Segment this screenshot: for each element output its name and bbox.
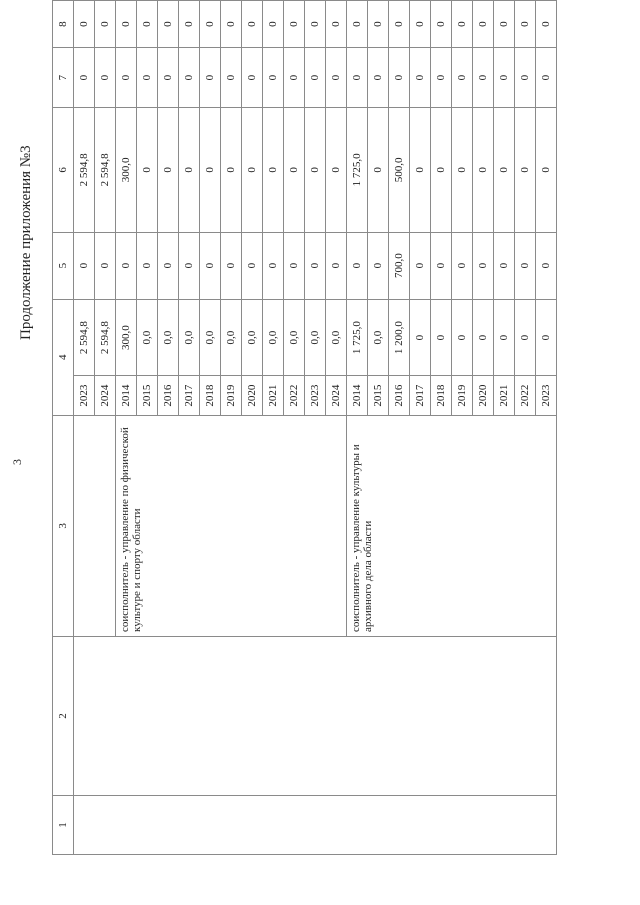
year-cell: 2020 [242, 376, 263, 415]
col8-cell: 0 [263, 1, 284, 48]
header-cell: 3 [53, 415, 74, 636]
col5-cell: 0 [368, 232, 389, 299]
year-cell: 2019 [452, 376, 473, 415]
col8-cell: 0 [368, 1, 389, 48]
col6-cell: 1 725,0 [347, 108, 368, 233]
col7-cell: 0 [116, 48, 137, 108]
col6-cell: 0 [326, 108, 347, 233]
col8-cell: 0 [410, 1, 431, 48]
col8-cell: 0 [158, 1, 179, 48]
year-cell: 2017 [179, 376, 200, 415]
col5-cell: 0 [473, 232, 494, 299]
total-cell: 0,0 [221, 299, 242, 376]
col5-cell: 0 [326, 232, 347, 299]
col6-cell: 0 [263, 108, 284, 233]
total-cell: 2 594,8 [74, 299, 95, 376]
col7-cell: 0 [242, 48, 263, 108]
total-cell: 0,0 [200, 299, 221, 376]
total-cell: 0 [536, 299, 557, 376]
col7-cell: 0 [263, 48, 284, 108]
total-cell: 0 [452, 299, 473, 376]
year-cell: 2022 [515, 376, 536, 415]
col7-cell: 0 [95, 48, 116, 108]
col7-cell: 0 [389, 48, 410, 108]
total-cell: 1 200,0 [389, 299, 410, 376]
executor-cell: соисполнитель - управление по физической культуре и спорту области [116, 415, 347, 636]
col6-cell: 0 [515, 108, 536, 233]
col8-cell: 0 [242, 1, 263, 48]
col6-cell: 0 [158, 108, 179, 233]
col5-cell: 0 [305, 232, 326, 299]
col5-cell: 0 [95, 232, 116, 299]
col8-cell: 0 [431, 1, 452, 48]
header-row [53, 1, 74, 855]
col6-cell: 0 [368, 108, 389, 233]
col7-cell: 0 [368, 48, 389, 108]
col7-cell: 0 [431, 48, 452, 108]
col6-cell: 0 [221, 108, 242, 233]
total-cell: 0 [494, 299, 515, 376]
col5-cell: 0 [74, 232, 95, 299]
col5-cell: 0 [221, 232, 242, 299]
col5-cell: 0 [263, 232, 284, 299]
col8-cell: 0 [389, 1, 410, 48]
col7-cell: 0 [179, 48, 200, 108]
col7-cell: 0 [137, 48, 158, 108]
header-cell: 8 [53, 1, 74, 48]
year-cell: 2021 [263, 376, 284, 415]
col8-cell: 0 [515, 1, 536, 48]
page-caption: Продолжение приложения №3 [18, 145, 34, 340]
col6-cell: 0 [242, 108, 263, 233]
year-cell: 2022 [284, 376, 305, 415]
col5-cell: 0 [242, 232, 263, 299]
col7-cell: 0 [515, 48, 536, 108]
total-cell: 0,0 [305, 299, 326, 376]
total-cell: 300,0 [116, 299, 137, 376]
col6-cell: 0 [410, 108, 431, 233]
col2-cell [74, 636, 557, 795]
year-cell: 2016 [389, 376, 410, 415]
table-row [74, 1, 95, 855]
col7-cell: 0 [347, 48, 368, 108]
col8-cell: 0 [221, 1, 242, 48]
col7-cell: 0 [452, 48, 473, 108]
col5-cell: 0 [410, 232, 431, 299]
header-cell: 4 [53, 299, 74, 415]
col5-cell: 0 [452, 232, 473, 299]
col6-cell: 0 [536, 108, 557, 233]
year-cell: 2020 [473, 376, 494, 415]
total-cell: 0,0 [263, 299, 284, 376]
total-cell: 0 [410, 299, 431, 376]
header-cell: 2 [53, 636, 74, 795]
col5-cell: 0 [536, 232, 557, 299]
year-cell: 2023 [305, 376, 326, 415]
col6-cell: 0 [137, 108, 158, 233]
col8-cell: 0 [536, 1, 557, 48]
total-cell: 0,0 [179, 299, 200, 376]
col7-cell: 0 [200, 48, 221, 108]
col8-cell: 0 [284, 1, 305, 48]
col1-cell [74, 796, 557, 855]
total-cell: 0,0 [158, 299, 179, 376]
year-cell: 2018 [431, 376, 452, 415]
header-cell: 5 [53, 232, 74, 299]
col6-cell: 0 [431, 108, 452, 233]
col8-cell: 0 [473, 1, 494, 48]
col5-cell: 0 [284, 232, 305, 299]
header-cell: 1 [53, 796, 74, 855]
total-cell: 0 [431, 299, 452, 376]
col6-cell: 500,0 [389, 108, 410, 233]
col8-cell: 0 [137, 1, 158, 48]
col6-cell: 0 [452, 108, 473, 233]
year-cell: 2014 [116, 376, 137, 415]
col6-cell: 300,0 [116, 108, 137, 233]
col8-cell: 0 [494, 1, 515, 48]
col6-cell: 0 [284, 108, 305, 233]
col8-cell: 0 [74, 1, 95, 48]
total-cell: 0,0 [326, 299, 347, 376]
col5-cell: 0 [494, 232, 515, 299]
col6-cell: 0 [494, 108, 515, 233]
total-cell: 0,0 [137, 299, 158, 376]
year-cell: 2017 [410, 376, 431, 415]
col5-cell: 0 [137, 232, 158, 299]
table-body [53, 1, 557, 855]
year-cell: 2016 [158, 376, 179, 415]
total-cell: 0 [473, 299, 494, 376]
col8-cell: 0 [116, 1, 137, 48]
col6-cell: 0 [200, 108, 221, 233]
header-cell: 6 [53, 108, 74, 233]
total-cell: 0 [515, 299, 536, 376]
col6-cell: 0 [305, 108, 326, 233]
col7-cell: 0 [221, 48, 242, 108]
col5-cell: 0 [116, 232, 137, 299]
col6-cell: 2 594,8 [74, 108, 95, 233]
year-cell: 2015 [137, 376, 158, 415]
col6-cell: 0 [179, 108, 200, 233]
col5-cell: 700,0 [389, 232, 410, 299]
col7-cell: 0 [305, 48, 326, 108]
header-cell: 7 [53, 48, 74, 108]
year-cell: 2021 [494, 376, 515, 415]
col7-cell: 0 [410, 48, 431, 108]
col5-cell: 0 [515, 232, 536, 299]
col7-cell: 0 [473, 48, 494, 108]
year-cell: 2023 [74, 376, 95, 415]
year-cell: 2024 [95, 376, 116, 415]
col7-cell: 0 [284, 48, 305, 108]
col8-cell: 0 [452, 1, 473, 48]
executor-cell [74, 415, 116, 636]
executor-cell: соисполнитель - управление культуры и архивного дела области [347, 415, 557, 636]
total-cell: 0,0 [368, 299, 389, 376]
col5-cell: 0 [200, 232, 221, 299]
col8-cell: 0 [347, 1, 368, 48]
col5-cell: 0 [431, 232, 452, 299]
col7-cell: 0 [74, 48, 95, 108]
year-cell: 2014 [347, 376, 368, 415]
col8-cell: 0 [179, 1, 200, 48]
col8-cell: 0 [95, 1, 116, 48]
year-cell: 2024 [326, 376, 347, 415]
col6-cell: 2 594,8 [95, 108, 116, 233]
col8-cell: 0 [200, 1, 221, 48]
col5-cell: 0 [347, 232, 368, 299]
year-cell: 2019 [221, 376, 242, 415]
total-cell: 0,0 [242, 299, 263, 376]
col8-cell: 0 [326, 1, 347, 48]
total-cell: 2 594,8 [95, 299, 116, 376]
year-cell: 2015 [368, 376, 389, 415]
total-cell: 1 725,0 [347, 299, 368, 376]
page-number: 3 [10, 459, 24, 465]
col6-cell: 0 [473, 108, 494, 233]
col5-cell: 0 [158, 232, 179, 299]
year-cell: 2023 [536, 376, 557, 415]
col7-cell: 0 [494, 48, 515, 108]
col7-cell: 0 [326, 48, 347, 108]
budget-table [52, 0, 557, 855]
col7-cell: 0 [158, 48, 179, 108]
col7-cell: 0 [536, 48, 557, 108]
year-cell: 2018 [200, 376, 221, 415]
col8-cell: 0 [305, 1, 326, 48]
total-cell: 0,0 [284, 299, 305, 376]
col5-cell: 0 [179, 232, 200, 299]
